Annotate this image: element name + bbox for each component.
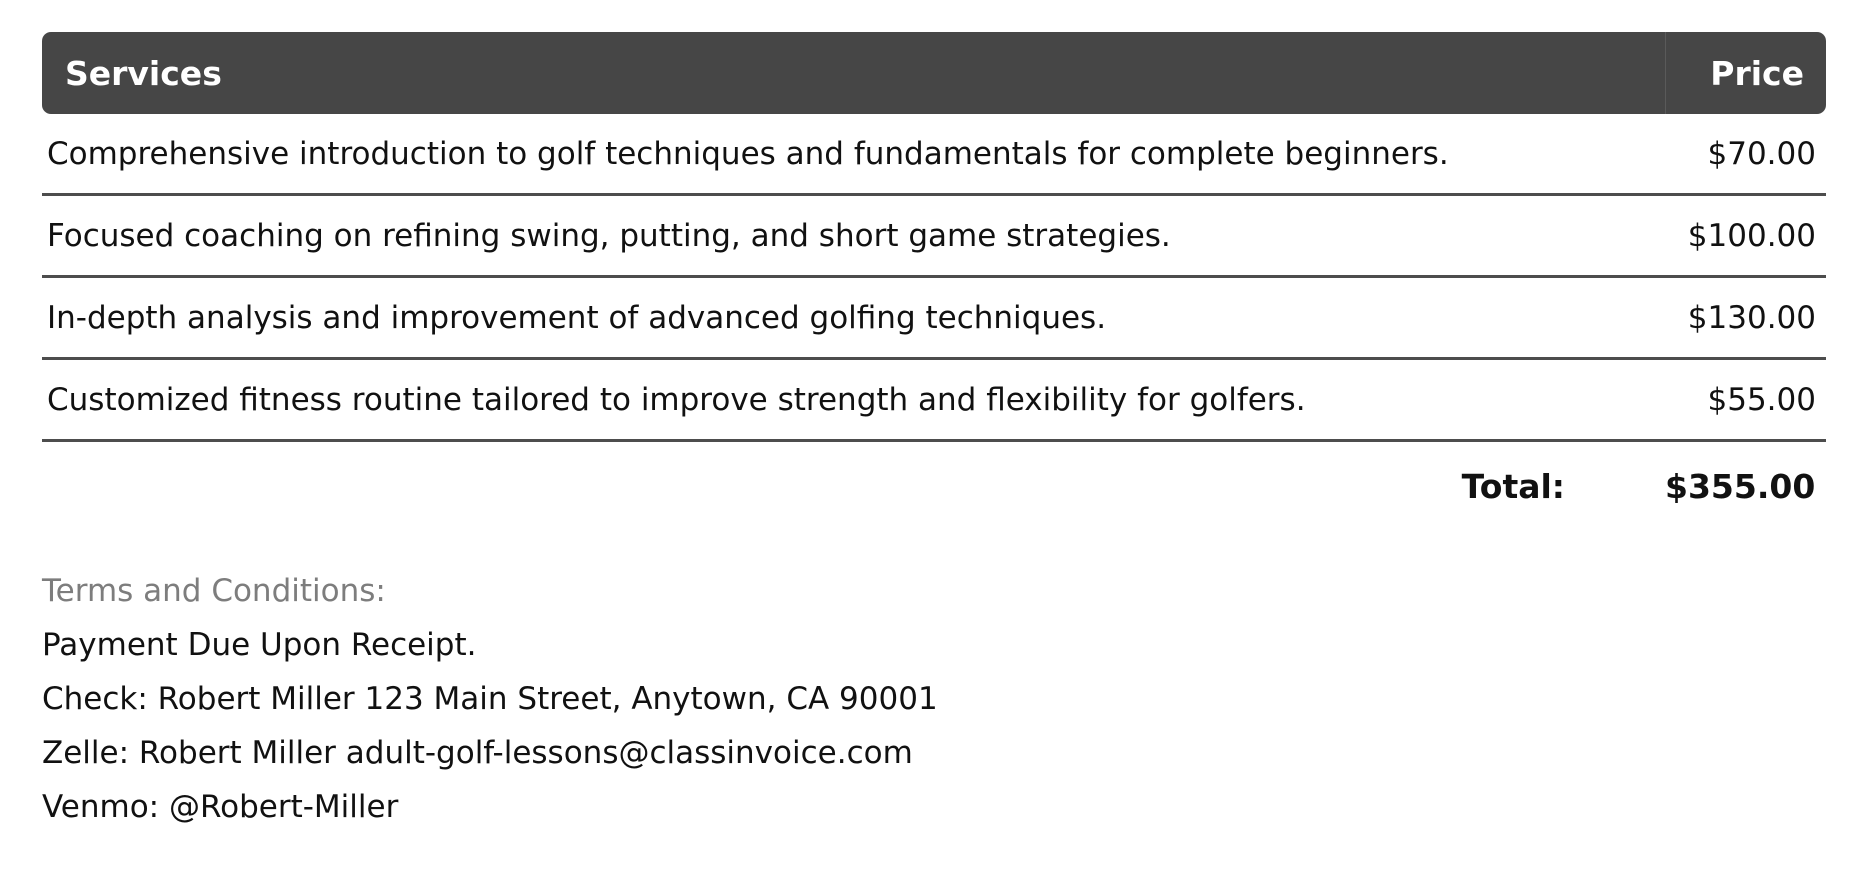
total-label: Total: bbox=[1461, 466, 1565, 506]
service-price: $55.00 bbox=[1707, 381, 1816, 418]
terms-line-venmo: Venmo: @Robert-Miller bbox=[42, 789, 399, 825]
service-description: Customized fitness routine tailored to improve strength and flexibility for golfers. bbox=[47, 381, 1306, 418]
service-price: $100.00 bbox=[1687, 217, 1816, 254]
terms-heading: Terms and Conditions: bbox=[42, 573, 386, 609]
total-amount: $355.00 bbox=[1665, 466, 1816, 506]
services-table bbox=[42, 32, 1826, 530]
services-table-header bbox=[42, 32, 1826, 114]
table-row bbox=[42, 360, 1826, 442]
service-description: In-depth analysis and improvement of advanced golfing techniques. bbox=[47, 299, 1107, 336]
terms-line-payment-due: Payment Due Upon Receipt. bbox=[42, 627, 477, 663]
column-header-price: Price bbox=[1665, 32, 1826, 114]
service-description: Comprehensive introduction to golf techniques and fundamentals for complete beginners. bbox=[47, 135, 1449, 172]
table-row bbox=[42, 278, 1826, 360]
terms-line-check: Check: Robert Miller 123 Main Street, Anytown, CA 90001 bbox=[42, 681, 938, 717]
service-price: $130.00 bbox=[1687, 299, 1816, 336]
total-row bbox=[42, 442, 1826, 530]
table-row bbox=[42, 114, 1826, 196]
terms-and-conditions-section bbox=[42, 564, 1826, 834]
column-header-services: Services bbox=[65, 53, 222, 93]
service-price: $70.00 bbox=[1707, 135, 1816, 172]
service-description: Focused coaching on refining swing, putting, and short game strategies. bbox=[47, 217, 1171, 254]
table-row bbox=[42, 196, 1826, 278]
terms-line-zelle: Zelle: Robert Miller adult-golf-lessons@classinvoice.com bbox=[42, 735, 913, 771]
